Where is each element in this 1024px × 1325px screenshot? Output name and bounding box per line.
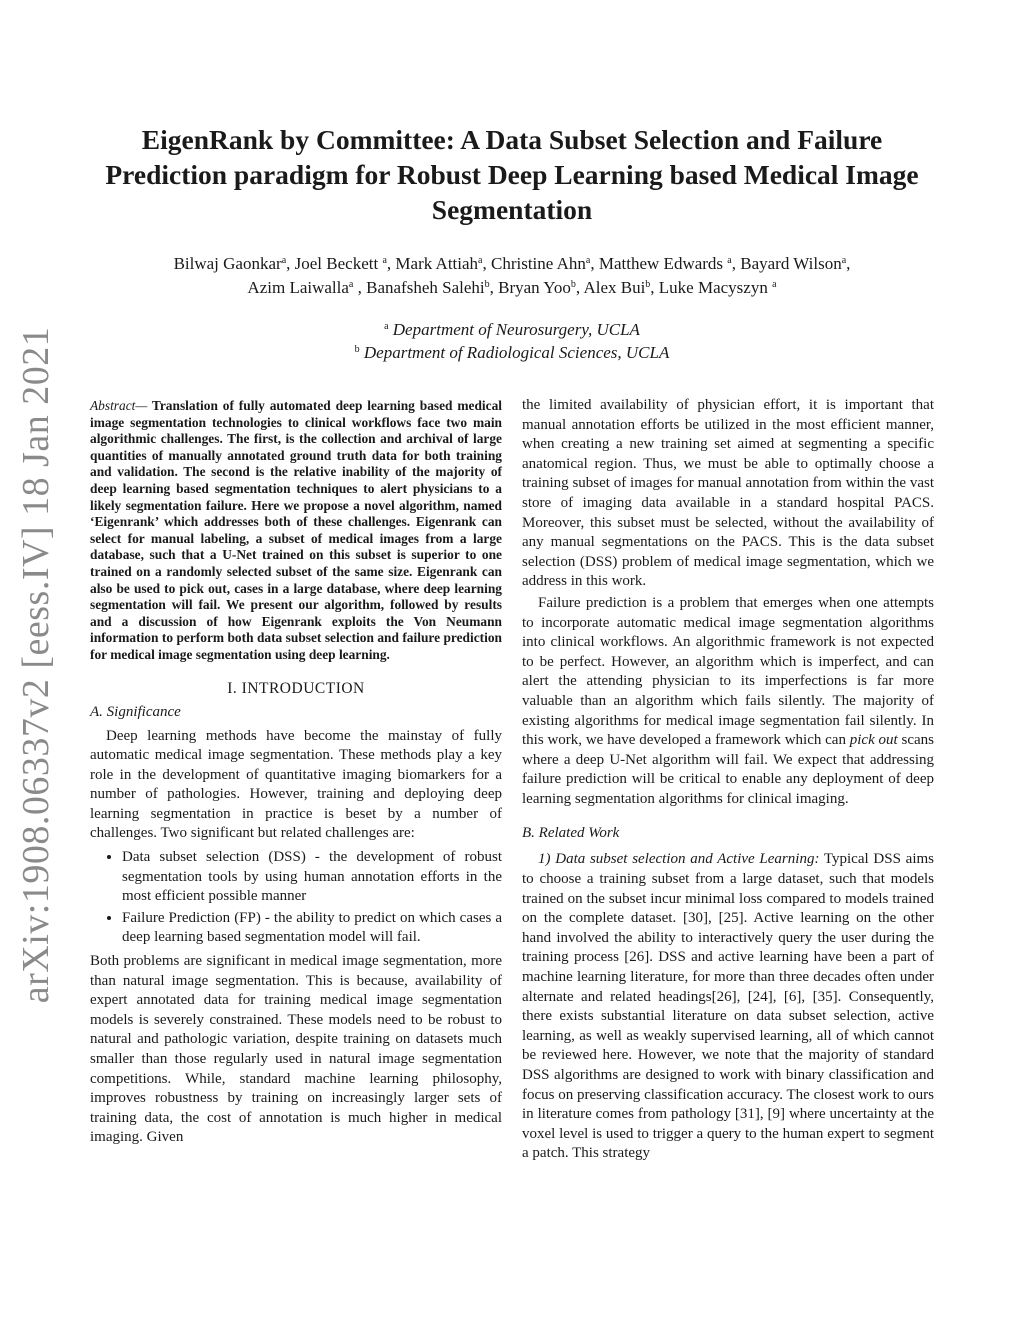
section-heading-introduction: I. INTRODUCTION <box>227 679 365 697</box>
author-separator: , <box>590 254 599 273</box>
related-work-paragraph: 1) Data subset selection and Active Learning: Typical DSS aims to choose a training subset from a large dataset, such that models trained on the subset incur minimal loss compared to models trained on the complete dataset. [30], [25]. Active learning on the other hand involved the ability to interactively query the user during the training process [26]. DSS and active learning have been a part of machine learning literature, for more than three decades often under alternate and related headings[26], [24], [6], [35]. Consequently, there exists substantial literature on data subset selection, active learning, as well as weakly supervised learning, all of which cannot be reviewed here. However, we note that the majority of standard DSS algorithms are designed to work with binary classification and focus on preserving classification accuracy. The closest work to ours in literature comes from pathology [31], [9] where uncertainty at the voxel level is used to trigger a query to the human expert to segment a patch. This strategy <box>522 851 934 1162</box>
challenge-list <box>90 848 502 948</box>
author-name: Joel Beckett <box>294 254 383 273</box>
paper-title: EigenRank by Committee: A Data Subset Selection and Failure Prediction paradigm for Robust Deep Learning based Medical Image Segmentation <box>105 124 919 225</box>
author-separator: , <box>489 278 499 297</box>
author-name: Matthew Edwards <box>598 254 728 273</box>
author-affiliation-marker: a <box>841 255 847 266</box>
list-item: • Failure Prediction (FP) - the ability to predict on which cases a deep learning based segmentation model will fail. <box>122 909 502 948</box>
author-line-1 <box>95 252 929 276</box>
author-name: Bayard Wilson <box>740 254 842 273</box>
subsection-heading-significance: A. Significance <box>90 703 181 720</box>
abstract-text: Translation of fully automated deep learning based medical image segmentation technologies to clinical workflows face two main algorithmic challenges. The first, is the collection and archival of large quantities of manually annotated ground truth data for both training and validation. The second is the relative inability of the majority of deep learning based segmentation techniques to alert physicians to a likely segmentation failure. Here we propose a novel algorithm, named ‘Eigenrank’ which addresses both of these challenges. Eigenrank can select for manual labeling, a subset of medical images from a large database, such that a U-Net trained on this subset is superior to one trained on a randomly selected subset of the same size. Eigenrank can also be used to pick out, cases in a large database, where deep learning segmentation will fail. We present our algorithm, followed by results and a discussion of how Eigenrank exploits the Von Neumann information to perform both data subset selection and failure prediction for medical image segmentation using deep learning. <box>90 398 502 662</box>
author-affiliation-marker: b <box>484 279 490 290</box>
arxiv-identifier: arXiv:1908.06337v2 [eess.IV] 18 Jan 2021 <box>15 326 57 1004</box>
arxiv-sidebar-stamp <box>8 326 64 1004</box>
author-separator: , <box>482 254 491 273</box>
author-separator: , <box>353 278 367 297</box>
affiliations <box>95 318 929 364</box>
run-in-heading: 1) Data subset selection and Active Learning: <box>538 851 820 868</box>
intro-paragraph-1: Deep learning methods have become the mainstay of fully automatic medical image segmentation. These methods play a key role in the development of quantitative imaging biomarkers for a number of pathologies. However, training and deploying deep learning segmentation in practice is beset by a number of challenges. Two significant but related challenges are: <box>90 727 502 842</box>
author-affiliation-marker: a <box>478 255 483 266</box>
affiliation-a: $^a$ Department of Neurosurgery, UCLA <box>384 320 640 339</box>
intro-paragraph-2: Both problems are significant in medical image segmentation, more than natural image segmentation. This is because, availability of expert annotated data for training medical image segmentation models is severely constrained. These models need to be robust to natural and pathologic variation, despite training on datasets much smaller than those regularly used in natural image segmentation competitions. While, standard machine learning philosophy, improves robustness by training on increasingly larger sets of training data, the cost of annotation is much higher in medical imaging. Given <box>90 953 502 1146</box>
left-column <box>90 398 502 1148</box>
author-affiliation-marker: a <box>281 255 287 266</box>
author-affiliation-marker: a <box>727 255 732 266</box>
author-affiliation-marker: b <box>645 279 651 290</box>
author-separator: , <box>846 254 851 273</box>
author-line-2 <box>95 276 929 300</box>
intro-paragraph-4: Failure prediction is a problem that emerges when one attempts to incorporate automatic medical image segmentation algorithms into clinical workflows. An algorithmic framework is not expected to be perfect. However, an algorithm which is imperfect, and can alert the attending physician to its imperfections is far more valuable than an algorithm which fails silently. The majority of existing algorithms for medical image segmentation fail silently. In this work, we have developed a framework which can pick out scans where a deep U-Net algorithm will fail. We expect that addressing failure prediction will be critical to enable any deployment of deep learning segmentation algorithms for clinical imaging. <box>522 594 934 807</box>
author-affiliation-marker: a <box>772 279 777 290</box>
author-separator: , <box>575 278 584 297</box>
author-name: Mark Attiah <box>395 254 479 273</box>
list-item: • Data subset selection (DSS) - the development of robust segmentation tools by using human annotation efforts in the most efficient possible manner <box>122 848 502 907</box>
author-affiliation-marker: a <box>348 279 354 290</box>
author-affiliation-marker: b <box>570 279 576 290</box>
abstract <box>90 398 502 664</box>
author-separator: , <box>386 254 396 273</box>
author-name: Banafsheh Salehi <box>366 278 485 297</box>
author-affiliation-marker: a <box>382 255 387 266</box>
subsection-heading-related-work: B. Related Work <box>522 825 620 842</box>
author-name: Bryan Yoo <box>498 278 571 297</box>
author-separator: , <box>286 254 295 273</box>
author-name: Bilwaj Gaonkar <box>173 254 282 273</box>
author-name: Luke Macyszyn <box>658 278 773 297</box>
intro-paragraph-3: the limited availability of physician effort, it is important that manual annotation efforts be utilized in the most efficient manner, when creating a new training set aimed at segmenting a specific anatomical region. Thus, we must be able to optimally choose a training subset of images for manual annotation from within the vast store of imaging data available in a standard hospital PACS. Moreover, this subset must be selected, without the availability of any manual segmentations on the PACS. This is the data subset selection (DSS) problem of medical image segmentation, which we address in this work. <box>522 397 934 590</box>
author-affiliation-marker: a <box>585 255 591 266</box>
author-name: Christine Ahn <box>491 254 586 273</box>
author-name: Azim Laiwalla <box>247 278 349 297</box>
author-separator: , <box>650 278 659 297</box>
abstract-label: Abstract— <box>90 398 148 413</box>
author-list <box>95 252 929 300</box>
author-separator: , <box>731 254 741 273</box>
author-name: Alex Bui <box>583 278 646 297</box>
affiliation-b: $^b$ Department of Radiological Sciences, UCLA <box>354 343 670 362</box>
right-column <box>522 396 934 1164</box>
